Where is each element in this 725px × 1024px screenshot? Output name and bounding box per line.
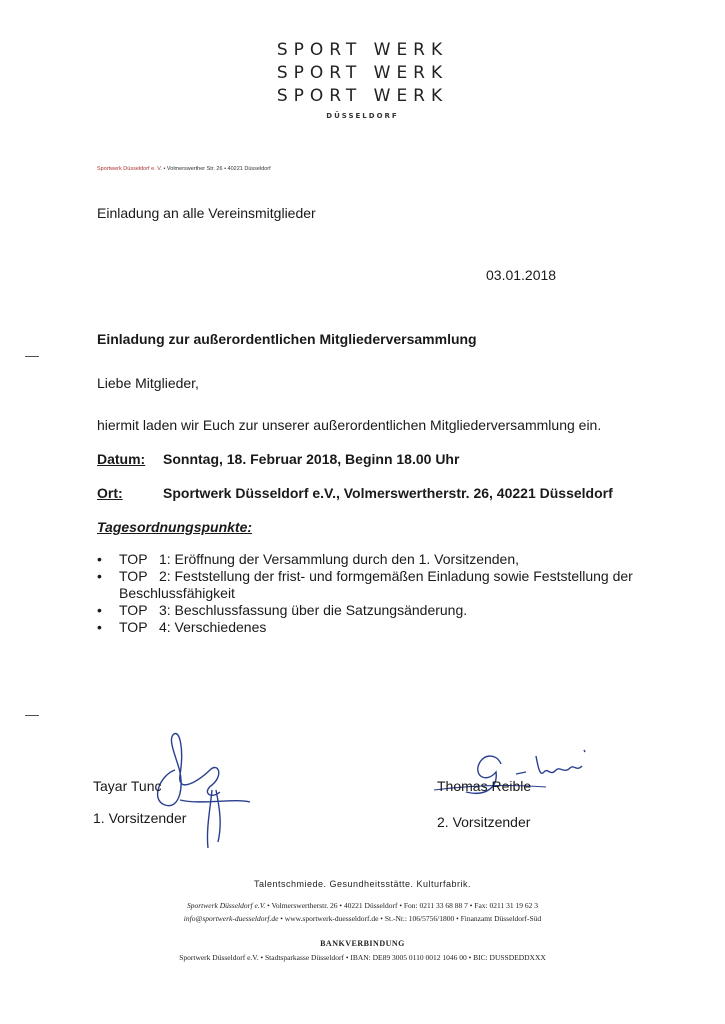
punch-mark (25, 715, 39, 716)
logo-line-1: SPORT WERK (276, 40, 449, 60)
footer-bank-title: BANKVERBINDUNG (320, 939, 405, 948)
date-label: Datum: (97, 451, 146, 467)
footer-web: • www.sportwerk-duesseldorf.de • St.-Nr.: 106/5756/1800 • Finanzamt Düsseldorf-Süd (280, 914, 542, 923)
fold-mark (25, 356, 39, 357)
footer-org: Sportwerk Düsseldorf e.V. (187, 901, 266, 910)
logo-line-2: SPORT WERK (276, 63, 449, 83)
logo-city: DÜSSELDORF (326, 112, 399, 120)
sender-address: • Volmerswerther Str. 26 • 40221 Düsseldorf (163, 166, 271, 172)
signatory-2-name: Thomas Reible (437, 778, 532, 794)
signatory-1-role: 1. Vorsitzender (93, 810, 187, 826)
signatory-1-name: Tayar Tunc (93, 778, 162, 794)
intro-text: hiermit laden wir Euch zur unserer außerordentlichen Mitgliederversammlung ein. (97, 417, 602, 433)
sender-org: Sportwerk Düsseldorf e. V. (97, 166, 162, 172)
footer-tagline: Talentschmiede. Gesundheitsstätte. Kulturfabrik. (253, 879, 472, 889)
agenda-item: • TOP 1: Eröffnung der Versammlung durch den 1. Vorsitzenden, (97, 551, 657, 568)
salutation: Liebe Mitglieder, (97, 375, 199, 391)
agenda-list (97, 551, 657, 636)
place-label: Ort: (97, 485, 123, 501)
footer-web-line (0, 914, 725, 923)
letter-date: 03.01.2018 (486, 267, 557, 283)
footer-email: info@sportwerk-duesseldorf.de (183, 914, 279, 923)
signatory-2-role: 2. Vorsitzender (437, 814, 531, 830)
agenda-item: • TOP 2: Feststellung der frist- und formgemäßen Einladung sowie Feststellung der Beschlussfähigkeit (97, 568, 657, 602)
footer-contact-line (0, 901, 725, 910)
subject: Einladung zur außerordentlichen Mitgliederversammlung (97, 331, 477, 347)
sender-line (97, 166, 271, 172)
place-value: Sportwerk Düsseldorf e.V., Volmerswertherstr. 26, 40221 Düsseldorf (163, 485, 613, 501)
footer-bank-line: Sportwerk Düsseldorf e.V. • Stadtsparkasse Düsseldorf • IBAN: DE89 3005 0110 0012 1046 00 • BIC: DUSSDEDDXXX (179, 953, 546, 962)
recipient: Einladung an alle Vereinsmitglieder (97, 205, 316, 221)
agenda-title: Tagesordnungspunkte: (97, 519, 253, 535)
date-value: Sonntag, 18. Februar 2018, Beginn 18.00 Uhr (163, 451, 460, 467)
agenda-item: • TOP 4: Verschiedenes (97, 619, 657, 636)
logo-line-3: SPORT WERK (276, 86, 449, 106)
footer-address: • Volmerswertherstr. 26 • 40221 Düsseldorf • Fon: 0211 33 68 88 7 • Fax: 0211 31 19 62 3 (267, 901, 538, 910)
agenda-item: • TOP 3: Beschlussfassung über die Satzungsänderung. (97, 602, 657, 619)
